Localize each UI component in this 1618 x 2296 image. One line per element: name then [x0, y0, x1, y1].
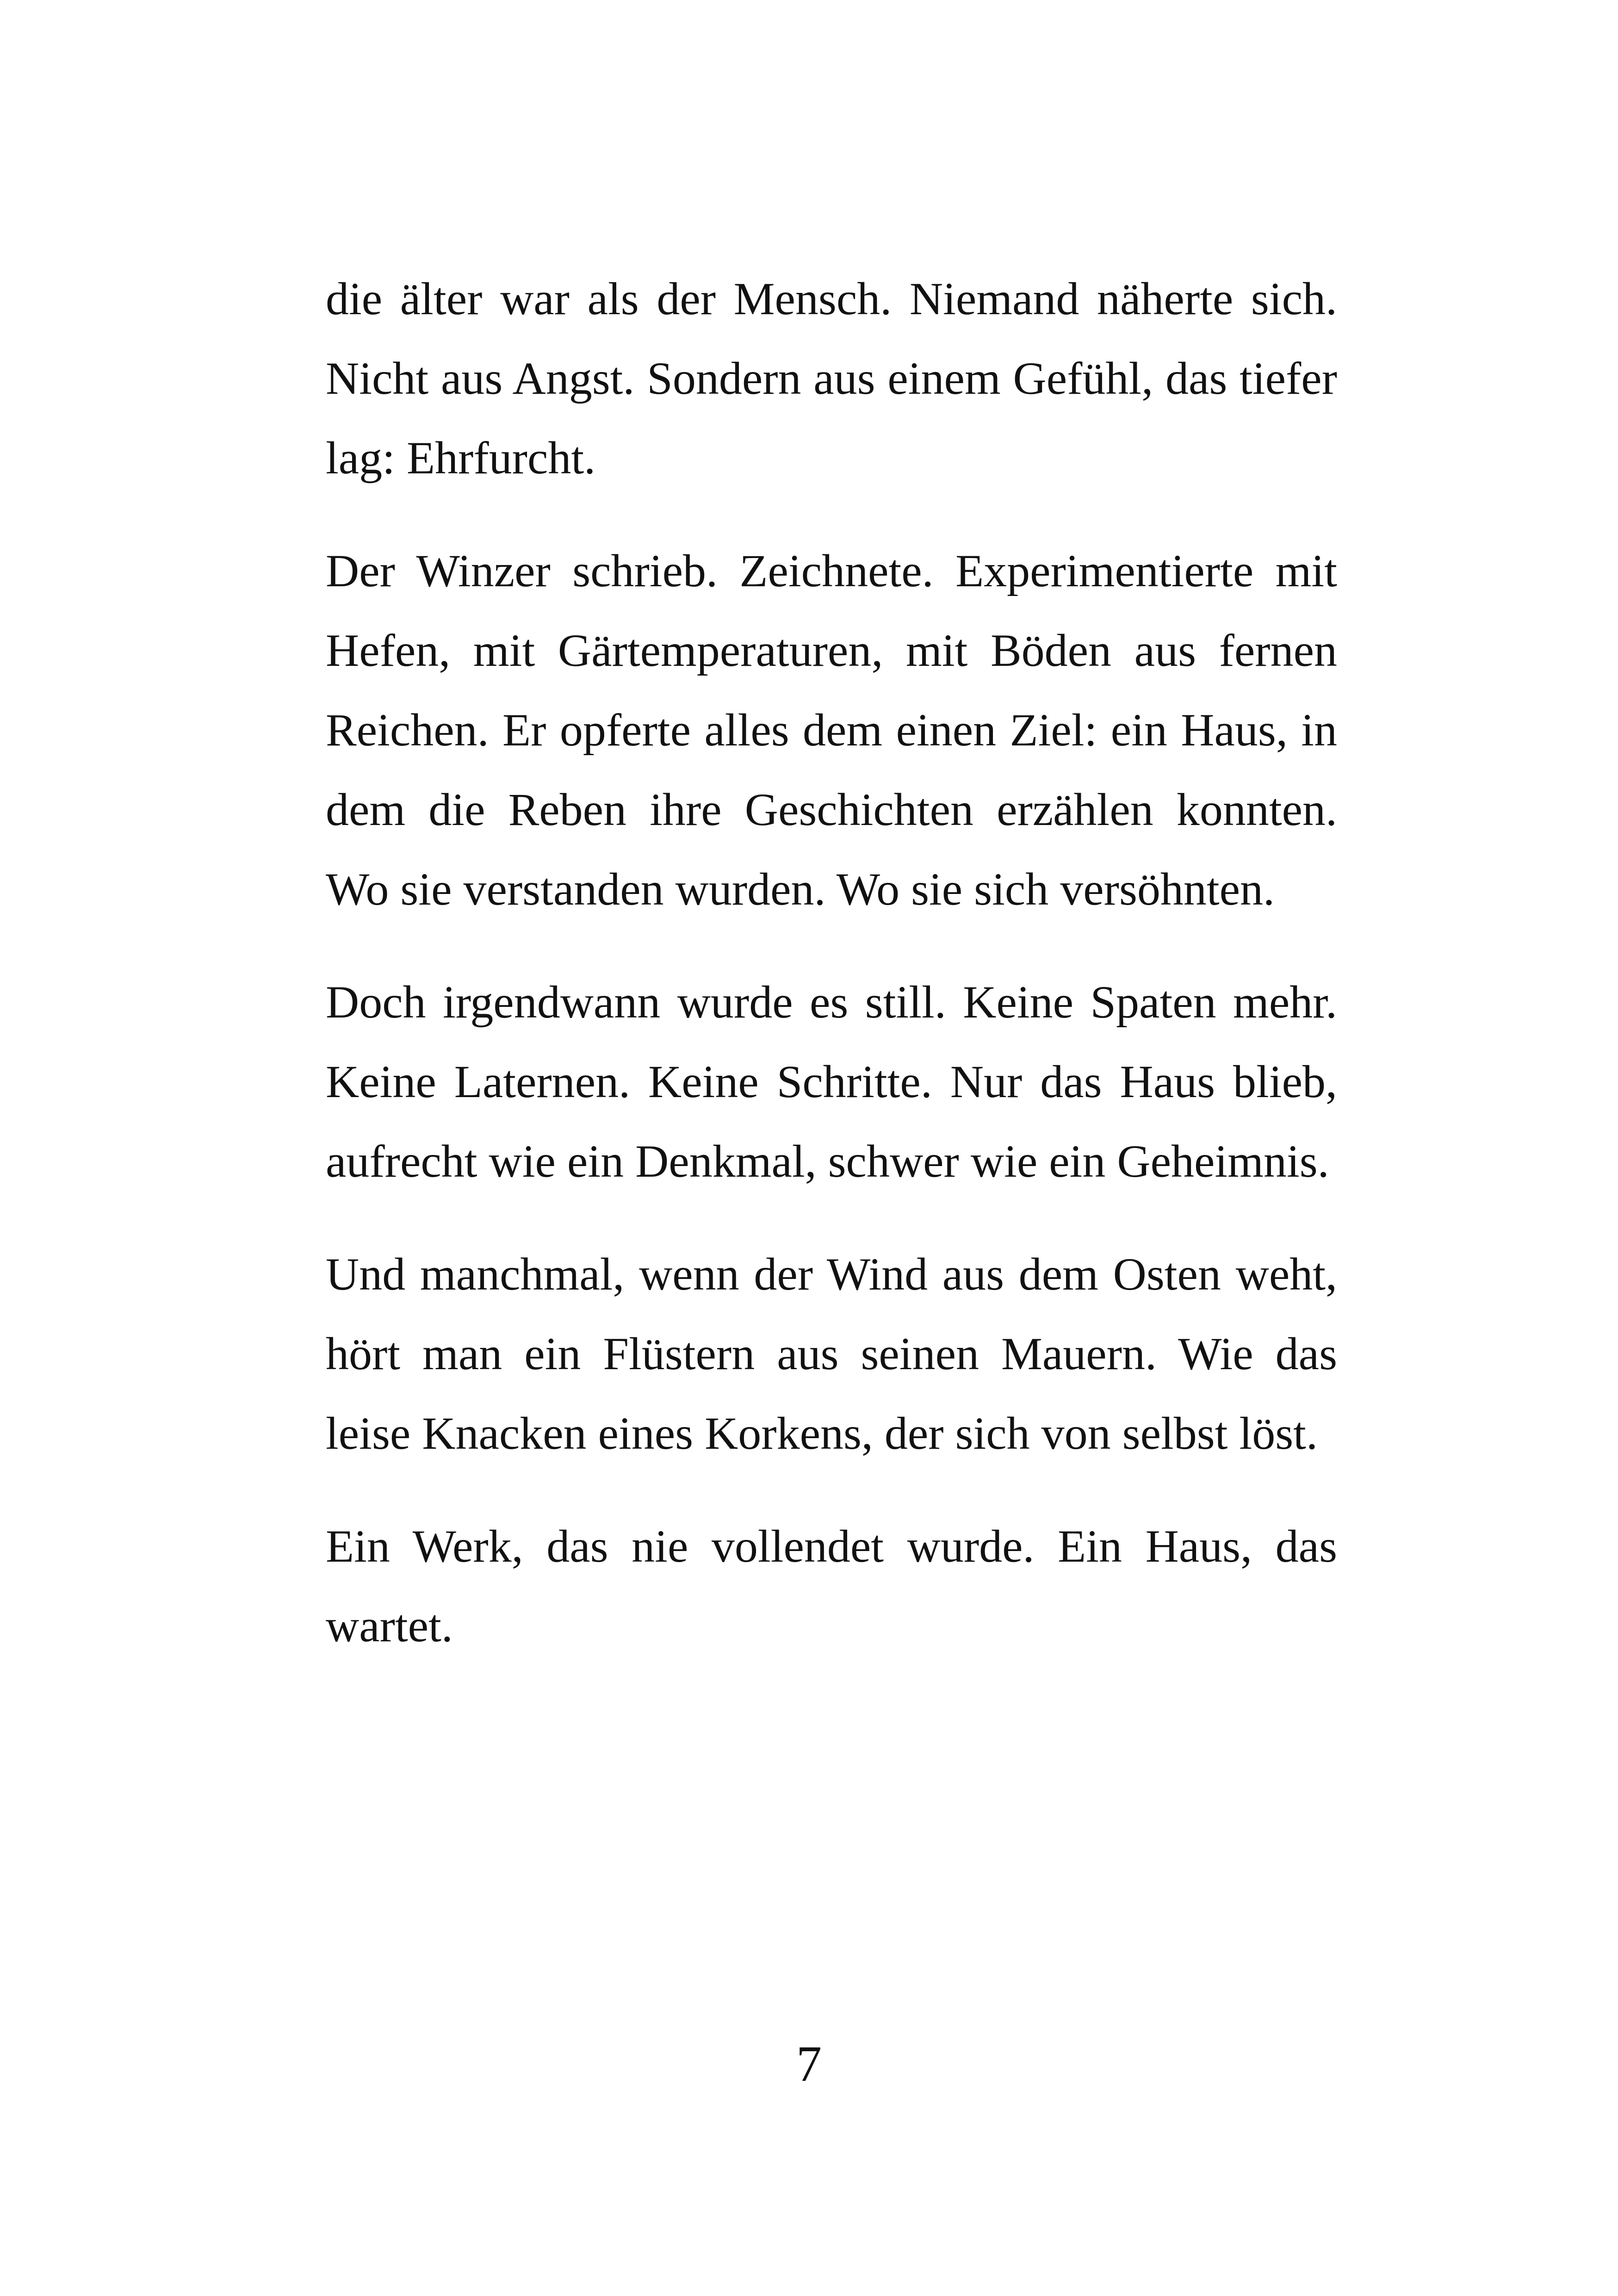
paragraph-3: Doch irgendwann wurde es still. Keine Spaten mehr. Keine Laternen. Keine Schritte. Nur das Haus blieb, aufrecht wie ein Denkmal, schwer wie ein Geheimnis.	[326, 976, 1337, 1187]
paragraph-2: Der Winzer schrieb. Zeichnete. Experimentierte mit Hefen, mit Gärtemperaturen, mit Böden aus fernen Reichen. Er opferte alles dem einen Ziel: ein Haus, in dem die Reben ihre Geschichten erzählen konnten. Wo sie verstanden wurden. Wo sie sich versöhnten.	[326, 545, 1337, 915]
paragraph-4: Und manchmal, wenn der Wind aus dem Osten weht, hört man ein Flüstern aus seinen Mauern. Wie das leise Knacken eines Korkens, der sich von selbst löst.	[326, 1248, 1337, 1459]
page-number: 7	[796, 2035, 822, 2092]
paragraph-1: die älter war als der Mensch. Niemand näherte sich. Nicht aus Angst. Sondern aus einem Gefühl, das tiefer lag: Ehrfurcht.	[326, 273, 1337, 484]
paragraph-5: Ein Werk, das nie vollendet wurde. Ein Haus, das wartet.	[326, 1520, 1337, 1651]
body-text	[326, 259, 1337, 1699]
